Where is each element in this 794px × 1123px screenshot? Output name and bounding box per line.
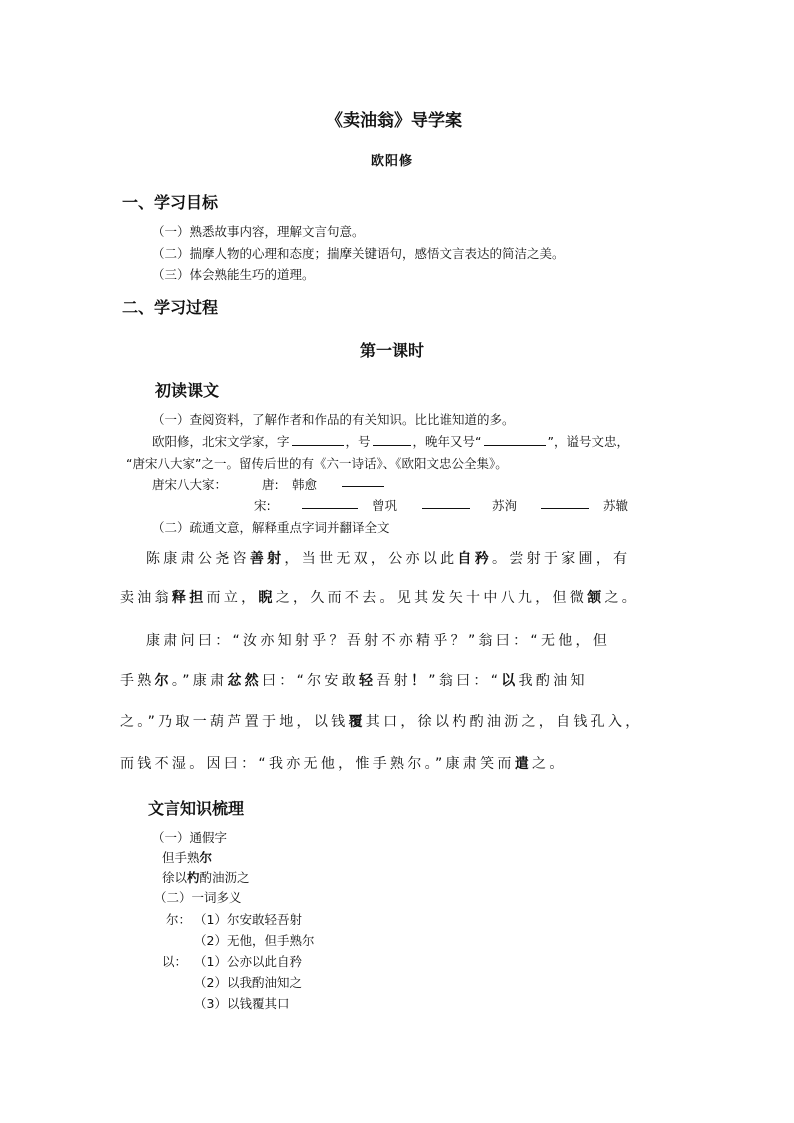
passage-line	[120, 670, 588, 690]
knowledge-heading: 文言知识梳理	[148, 799, 245, 818]
lesson-heading: 第一课时	[360, 341, 425, 360]
passage-text: 手熟	[120, 673, 155, 689]
section-heading-process: 二、学习过程	[122, 298, 219, 317]
word-label-er: 尔：	[166, 912, 192, 927]
author-bio-line2: “唐宋八大家”之一。留传后世的有《六一诗话》、《欧阳文忠公全集》。	[126, 456, 508, 471]
document-title: 《卖油翁》导学案	[326, 111, 462, 131]
key-word: 覆	[348, 714, 366, 730]
subheading-yiciduoyi: （二）一词多义	[154, 890, 242, 905]
key-word: 以	[501, 673, 519, 689]
meaning-item: （1）尔安敢轻吾射	[194, 912, 302, 927]
passage-text: 之。”乃取一葫芦置于地，以钱	[120, 714, 349, 730]
passage-text: 之。	[532, 756, 567, 772]
blank-later-hao[interactable]	[484, 433, 546, 446]
key-word: 释担	[171, 590, 207, 606]
passage-text: ”翁曰：“	[428, 673, 502, 689]
passage-text: 吾射	[376, 673, 411, 689]
bio-text: 欧阳修，北宋文学家，字	[152, 434, 290, 449]
key-word: 忿然	[227, 673, 262, 689]
meaning-item: （1）公亦以此自矜	[194, 954, 302, 969]
bio-text: ，号	[345, 434, 371, 449]
eight-masters-label: 唐宋八大家：	[152, 477, 228, 492]
blank-song-3[interactable]	[541, 496, 589, 509]
blank-song-1[interactable]	[302, 496, 358, 509]
passage-text: 而立，	[206, 590, 259, 606]
key-word: 尔	[154, 673, 172, 689]
passage-text: 我酌油知	[518, 673, 588, 689]
passage-text: 卖油翁	[120, 590, 172, 606]
passage-text: 。”康肃	[171, 673, 228, 689]
key-word: 颔	[587, 590, 605, 606]
tang-name: 韩愈	[292, 477, 318, 492]
goal-item: （三）体会熟能生巧的道理。	[152, 267, 315, 282]
meaning-item: （3）以钱覆其口	[194, 996, 290, 1011]
blank-zi[interactable]	[292, 433, 344, 446]
reading-heading: 初读课文	[155, 381, 220, 400]
example-text: 徐以	[162, 870, 188, 885]
bio-text: ”，谥号文忠，	[547, 434, 629, 449]
song-name: 苏辙	[603, 498, 629, 513]
key-word: 自矜	[457, 551, 493, 567]
passage-text: ，当世无双，公亦以此	[284, 551, 458, 567]
passage-text: 其口，徐以杓酌油沥之，自钱孔入，	[365, 714, 643, 730]
key-word: ！	[410, 673, 429, 689]
example-line	[162, 868, 250, 886]
key-word: 轻	[359, 673, 377, 689]
song-name: 苏洵	[492, 498, 518, 513]
meaning-item: （2）以我酌油知之	[194, 975, 302, 990]
key-word: 尔	[199, 850, 213, 865]
example-text: 但手熟	[162, 850, 200, 865]
passage-text: 陈康肃公尧咨	[146, 551, 250, 567]
key-word: 杓	[187, 870, 200, 885]
passage-text: 而钱不湿。因曰：“我亦无他，惟手熟尔。”康肃笑而	[120, 756, 515, 772]
goal-item: （二）揣摩人物的心理和态度；揣摩关键语句，感悟文言表达的简洁之美。	[152, 246, 565, 261]
song-label: 宋:	[254, 498, 271, 513]
example-line	[162, 848, 212, 866]
passage-text: 。尝射于家圃，有	[492, 551, 631, 567]
task-2: （二）疏通文意，解释重点字词并翻译全文	[152, 520, 390, 535]
song-name: 曾巩	[372, 498, 398, 513]
passage-line	[146, 548, 630, 568]
passage-line	[120, 711, 643, 731]
meaning-item: （2）无他，但手熟尔	[194, 933, 315, 948]
tang-label: 唐:	[262, 477, 279, 492]
key-word: 睨	[258, 590, 276, 606]
blank-tang[interactable]	[342, 474, 384, 487]
passage-line: 康肃问曰：“汝亦知射乎？吾射不亦精乎？”翁曰：“无他，但	[146, 633, 611, 649]
task-1: （一）查阅资料，了解作者和作品的有关知识。比比谁知道的多。	[152, 412, 515, 427]
passage-text: 曰：“尔安敢	[261, 673, 360, 689]
key-word: 遣	[514, 756, 533, 772]
passage-line	[120, 587, 639, 607]
key-word: 善射	[249, 551, 285, 567]
author-name: 欧阳修	[371, 154, 414, 169]
passage-text: 之，久而不去。见其发矢十中八九，但微	[275, 590, 588, 606]
passage-text: 之。	[604, 590, 640, 606]
subheading-tongjiazi: （一）通假字	[152, 830, 228, 845]
example-text: 酌油沥之	[199, 870, 250, 885]
blank-song-2[interactable]	[422, 496, 470, 509]
bio-text: ，晚年又号“	[412, 434, 482, 449]
author-bio-line1	[152, 432, 629, 450]
blank-hao[interactable]	[373, 433, 411, 446]
word-label-yi: 以：	[162, 954, 188, 969]
passage-line	[120, 753, 567, 773]
section-heading-goals: 一、学习目标	[122, 193, 219, 212]
goal-item: （一）熟悉故事内容，理解文言句意。	[152, 224, 365, 239]
